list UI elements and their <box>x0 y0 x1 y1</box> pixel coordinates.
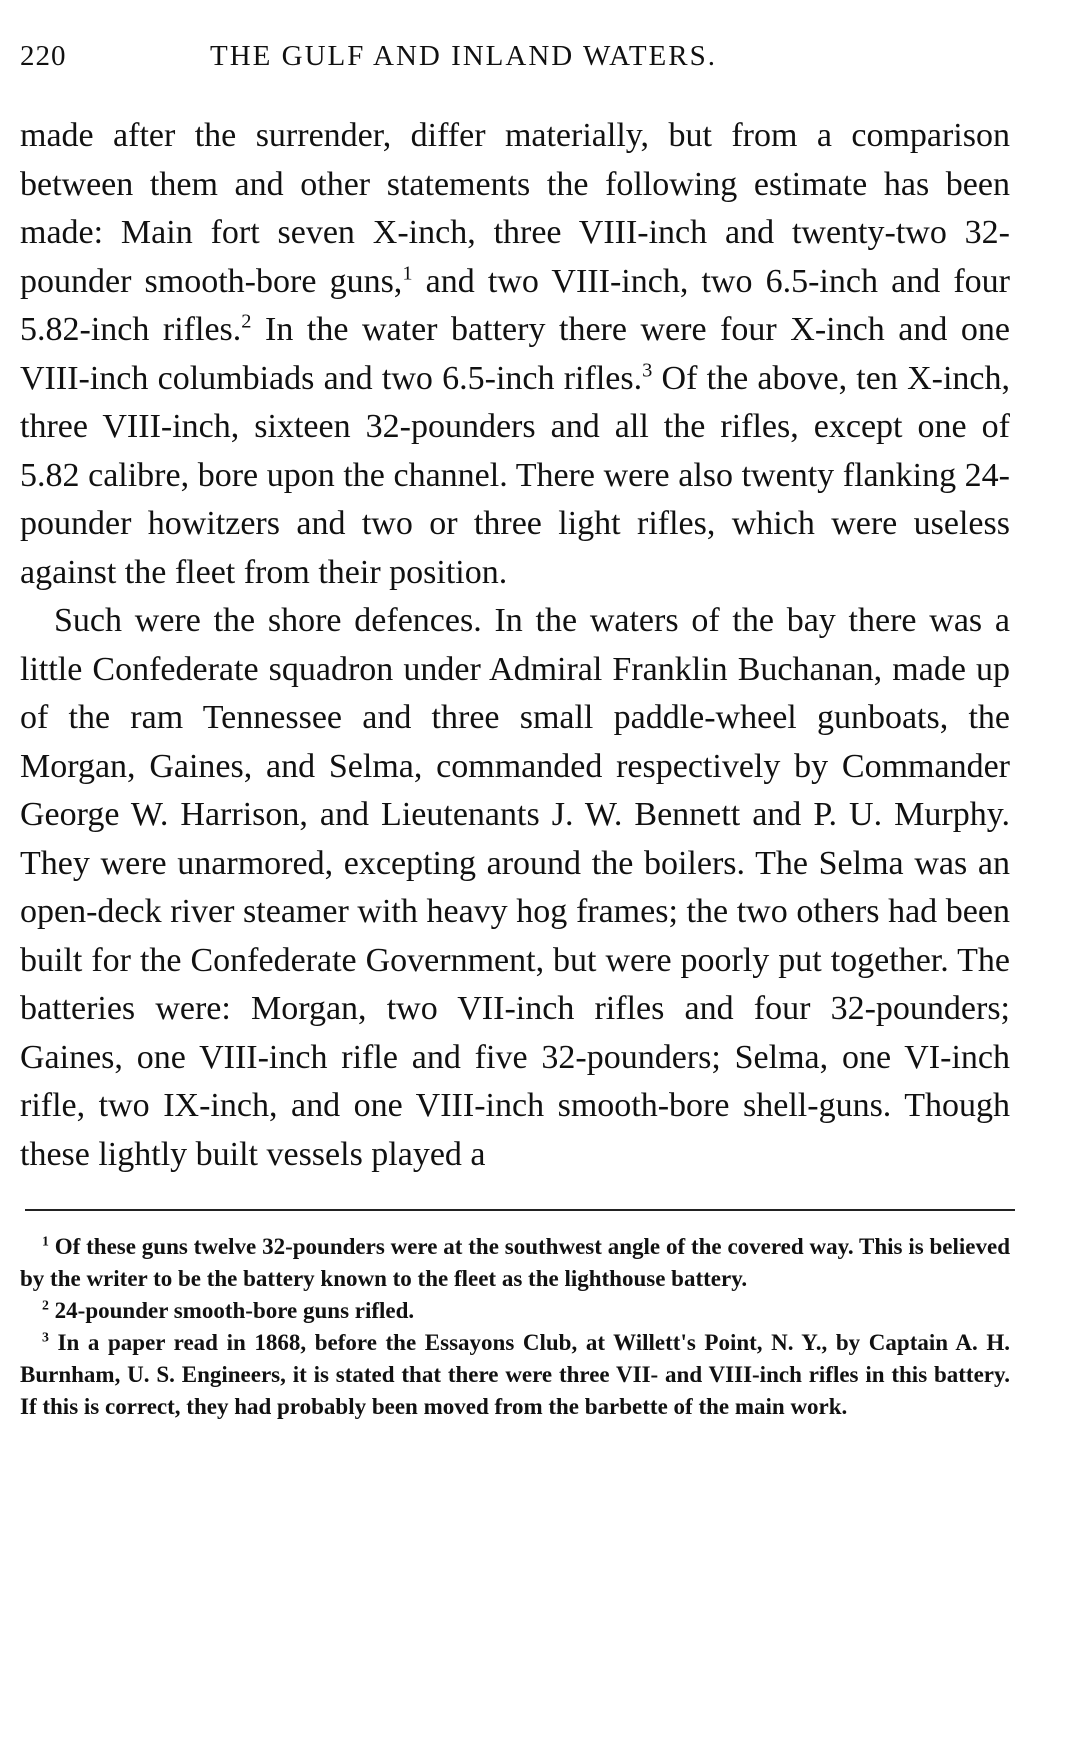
footnote-3 <box>20 1327 1010 1423</box>
footnote-ref-1: 1 <box>402 262 413 285</box>
paragraph-1-part-c: In the water battery there were four X-inch and one VIII-inch columbiads and two 6.5-inch rifles. <box>20 311 1011 397</box>
footnote-3-text: In a paper read in 1868, before the Essayons Club, at Willett's Point, N. Y., by Captain A. H. Burnham, U. S. Engineers, it is stated that there were three VII- and VIII-inch rifles in this battery. If this is correct, they had probably been moved from the barbette of the main work. <box>20 1330 1010 1419</box>
paragraph-1-part-a: made after the surrender, differ materially, but from a comparison between them and other statements the following estimate has been made: Main fort seven X-inch, three VIII-inch and twenty-two 32-pounder smooth-bore guns, <box>20 117 1010 300</box>
footnote-1-text: Of these guns twelve 32-pounders were at the southwest angle of the covered way. This is believed by the writer to be the battery known to the fleet as the lighthouse battery. <box>20 1234 1010 1291</box>
footnote-2 <box>20 1295 1010 1327</box>
book-page <box>20 40 1020 1423</box>
page-header <box>20 40 1020 90</box>
footnote-1 <box>20 1231 1010 1295</box>
paragraph-1 <box>20 112 1010 597</box>
body-text <box>20 112 1010 1179</box>
paragraph-1-part-d: Of the above, ten X-inch, three VIII-inch, sixteen 32-pounders and all the rifles, except one of 5.82 calibre, bore upon the channel. There were also twenty flanking 24-pounder howitzers and two or three light rifles, which were useless against the fleet from their position. <box>20 359 1010 591</box>
footnote-ref-3: 3 <box>642 359 653 382</box>
paragraph-2: Such were the shore defences. In the waters of the bay there was a little Confederate squadron under Admiral Franklin Buchanan, made up of the ram Tennessee and three small paddle-wheel gunboats, the Morgan, Gaines, and Selma, commanded respectively by Commander George W. Harrison, and Lieutenants J. W. Bennett and P. U. Murphy. They were unarmored, excepting around the boilers. The Selma was an open-deck river steamer with heavy hog frames; the two others had been built for the Confederate Government, but were poorly put together. The batteries were: Morgan, two VII-inch rifles and four 32-pounders; Gaines, one VIII-inch rifle and five 32-pounders; Selma, one VI-inch rifle, two IX-inch, and one VIII-inch smooth-bore shell-guns. Though these lightly built vessels played a <box>20 602 1010 1173</box>
running-head: THE GULF AND INLAND WATERS. <box>210 40 717 72</box>
footnote-ref-2: 2 <box>241 310 252 333</box>
paragraph-1-part-b: and two VIII-inch, two 6.5-inch and four 5.82-inch rifles. <box>20 262 1010 348</box>
footnotes <box>20 1231 1010 1423</box>
footnote-mark-1: 1 <box>42 1233 49 1249</box>
page-number: 220 <box>20 40 67 72</box>
footnote-2-text: 24-pounder smooth-bore guns rifled. <box>48 1298 415 1323</box>
footnote-mark-3: 3 <box>42 1329 49 1345</box>
footnote-divider <box>25 1209 1015 1211</box>
footnote-mark-2: 2 <box>42 1297 49 1313</box>
